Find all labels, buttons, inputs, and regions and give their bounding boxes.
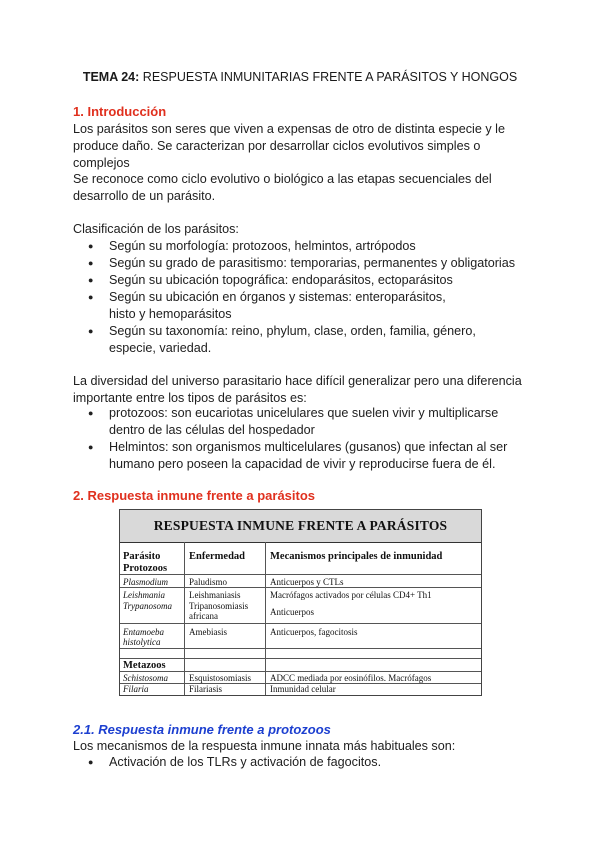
intro-p2-line1: Se reconoce como ciclo evolutivo o biológico a las etapas secuenciales del <box>73 172 492 186</box>
table-column-divider <box>184 542 185 695</box>
list-item: ● Según su ubicación en órganos y sistemas: enteroparásitos, histo y hemoparásitos <box>88 289 474 323</box>
list-item: ● Según su grado de parasitismo: temporarias, permanentes y obligatorias <box>88 255 518 272</box>
diversity-line1: La diversidad del universo parasitario hace difícil generalizar pero una diferencia <box>73 374 522 388</box>
table-divider <box>120 623 481 624</box>
section-1-heading: 1. Introducción <box>73 104 167 119</box>
table-cell: Plasmodium <box>123 577 168 587</box>
intro-p1-line2: produce daño. Se caracterizan por desarrollar ciclos evolutivos simples o complejos <box>73 139 481 170</box>
intro-paragraph-1 <box>73 121 533 172</box>
table-divider <box>120 574 481 575</box>
header-disease: Enfermedad <box>189 551 245 562</box>
title-text: RESPUESTA INMUNITARIAS FRENTE A PARÁSITOS Y HONGOS <box>139 70 518 84</box>
intro-paragraph-2 <box>73 171 533 205</box>
table-cell: Tripanosomiasis africana <box>189 601 249 621</box>
table-cell: Esquistosomiasis <box>189 673 252 683</box>
title-prefix: TEMA 24: <box>82 70 140 84</box>
header-parasite: Parásito <box>123 551 161 562</box>
table-cell: Anticuerpos, fagocitosis <box>270 627 358 637</box>
table-cell: Anticuerpos <box>270 607 314 617</box>
diversity-line2: importante entre los tipos de parásitos es: <box>73 391 307 405</box>
table-cell: Entamoeba histolytica <box>123 627 164 647</box>
intro-p1-line1: Los parásitos son seres que viven a expensas de otro de distinta especie y le <box>73 122 505 136</box>
list-item: ● Según su morfología: protozoos, helmintos, artrópodos <box>88 238 518 255</box>
table-title: RESPUESTA INMUNE FRENTE A PARÁSITOS <box>120 510 481 542</box>
table-cell: Leishmaniasis <box>189 590 241 600</box>
table-cell: Filaria <box>123 684 149 694</box>
group-protozoa: Protozoos <box>123 563 168 574</box>
table-divider <box>120 658 481 659</box>
diversity-paragraph <box>73 373 533 407</box>
list-item: ● Activación de los TLRs y activación de fagocitos. <box>88 754 528 771</box>
protozoa-mechanisms-list <box>88 754 528 771</box>
table-cell: Leishmania <box>123 590 166 600</box>
list-item: ● Según su taxonomía: reino, phylum, clase, orden, familia, género, especie, variedad. <box>88 323 524 357</box>
table-cell: Macrófagos activados por células CD4+ Th1 <box>270 590 432 600</box>
table-divider <box>120 542 481 543</box>
list-item: ● protozoos: son eucariotas unicelulares que suelen vivir y multiplicarse dentro de las células del hospedador <box>88 405 528 439</box>
intro-p2-line2: desarrollo de un parásito. <box>73 189 216 203</box>
table-cell: Trypanosoma <box>123 601 173 611</box>
table-cell: Anticuerpos y CTLs <box>270 577 344 587</box>
group-metazoa: Metazoos <box>123 660 166 671</box>
protozoa-intro: Los mecanismos de la respuesta inmune innata más habituales son: <box>73 739 456 753</box>
table-divider <box>120 587 481 588</box>
list-item: ● Helmintos: son organismos multicelulares (gusanos) que infectan al ser humano pero poseen la capacidad de vivir y reproducirse fuera de él. <box>88 439 528 473</box>
page-title <box>0 70 600 84</box>
table-cell: Schistosoma <box>123 673 168 683</box>
table-column-divider <box>265 542 266 695</box>
table-cell: Paludismo <box>189 577 228 587</box>
table-cell: Amebiasis <box>189 627 227 637</box>
parasite-types-list <box>88 405 528 473</box>
immune-response-table <box>119 509 482 696</box>
table-cell: Inmunidad celular <box>270 684 336 694</box>
table-cell: ADCC mediada por eosinófilos. Macrófagos <box>270 673 432 683</box>
section-2-heading: 2. Respuesta inmune frente a parásitos <box>73 488 316 503</box>
classification-list <box>88 238 518 357</box>
section-2-1-heading: 2.1. Respuesta inmune frente a protozoos <box>73 722 331 737</box>
table-cell: Filariasis <box>189 684 222 694</box>
classification-intro: Clasificación de los parásitos: <box>73 222 239 236</box>
header-mechanism: Mecanismos principales de inmunidad <box>270 551 443 562</box>
table-divider <box>120 671 481 672</box>
table-divider <box>120 648 481 649</box>
list-item: ● Según su ubicación topográfica: endoparásitos, ectoparásitos <box>88 272 518 289</box>
